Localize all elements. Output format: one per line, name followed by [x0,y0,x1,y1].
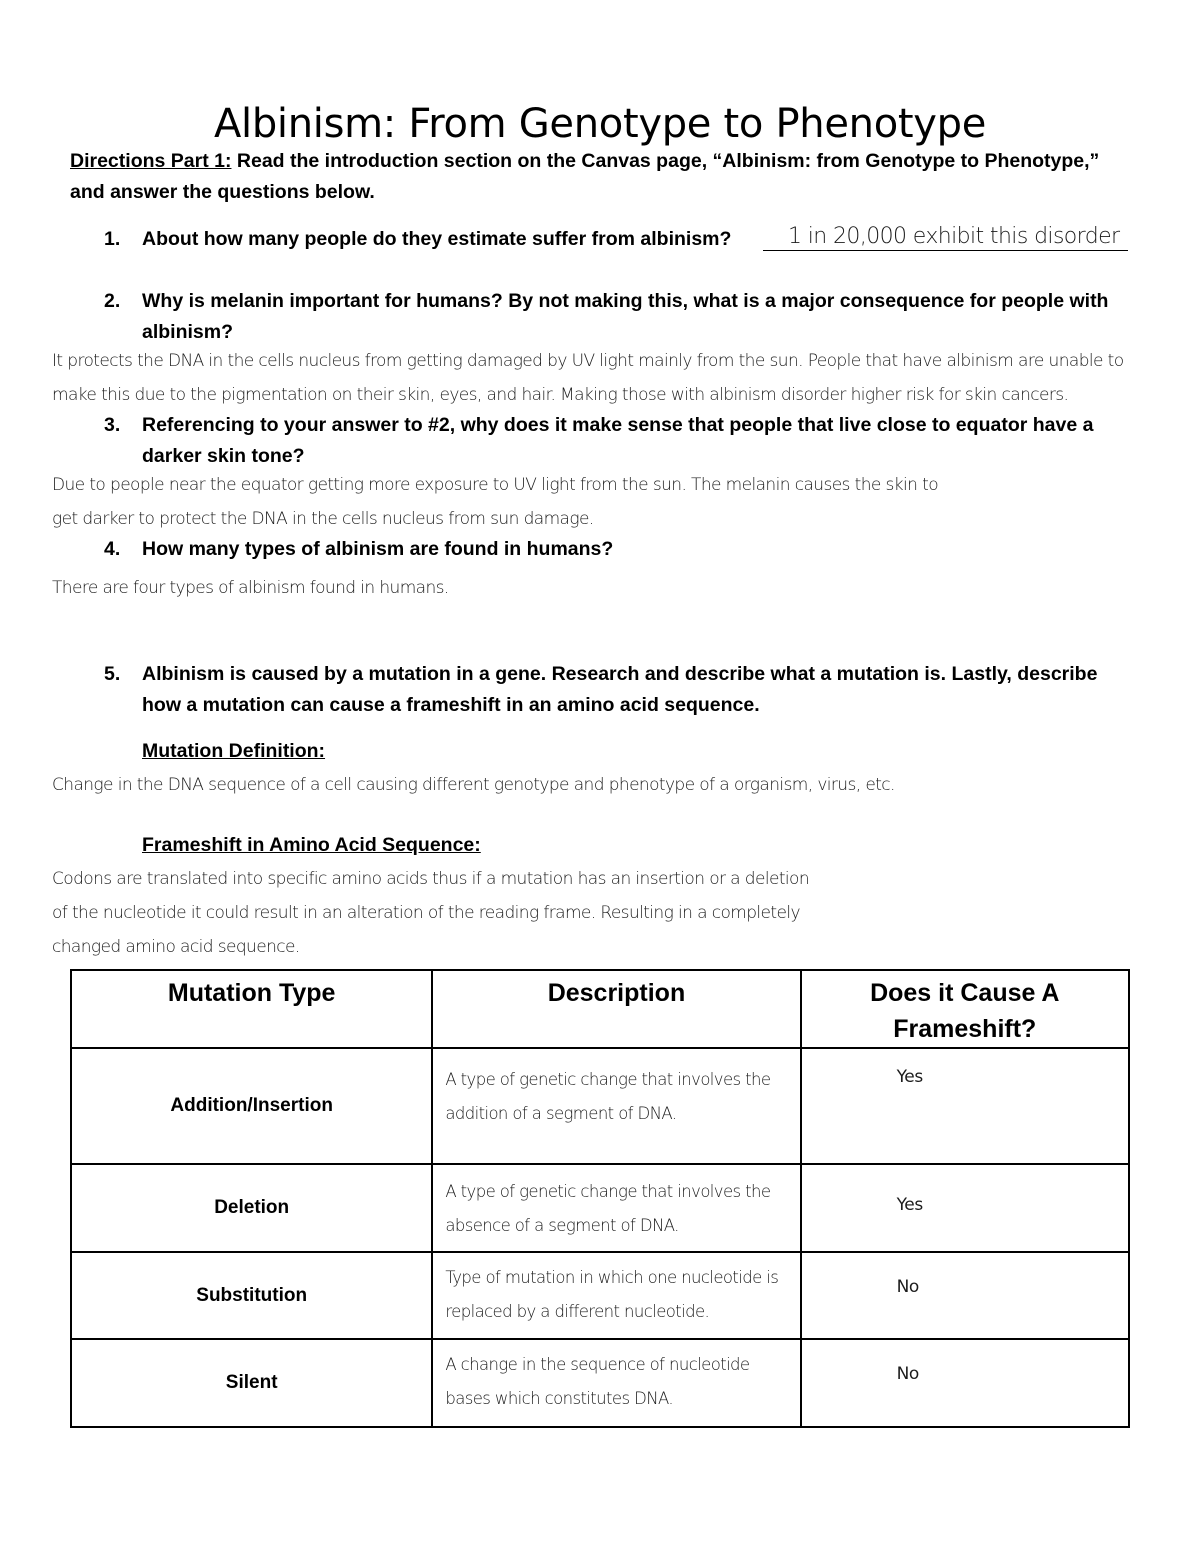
frameshift-cell: Yes [801,1048,1129,1164]
directions [70,146,1150,208]
directions-text-line1: Read the introduction section on the Canvas page, “Albinism: from Genotype to Phenotype,” [231,150,1100,172]
frameshift-answer [52,862,809,964]
table-row [71,1048,1129,1164]
answer-2 [52,344,1124,412]
question-text-line2: albinism? [142,321,234,343]
description-line2: bases which constitutes DNA. [445,1389,673,1408]
header-frameshift [801,970,1129,1048]
question-3 [104,410,1164,472]
question-text-line2: how a mutation can cause a frameshift in an amino acid sequence. [142,694,760,716]
frameshift-cell: No [801,1252,1129,1339]
question-text-line2: darker skin tone? [142,445,305,467]
question-number: 3. [104,414,121,436]
answer-2-line2: make this due to the pigmentation on their skin, eyes, and hair. Making those with albinism disorder higher risk for skin cancers. [52,385,1069,405]
table-row [71,1252,1129,1339]
question-text-line1: Referencing to your answer to #2, why does it make sense that people that live close to equator have a [142,414,1094,436]
description-cell [432,1252,800,1339]
frameshift-answer-line2: of the nucleotide it could result in an alteration of the reading frame. Resulting in a completely [52,903,800,923]
mutation-table [70,969,1130,1428]
description-line1: Type of mutation in which one nucleotide is [445,1268,779,1287]
frameshift-answer-line3: changed amino acid sequence. [52,937,300,957]
table-header-row [71,970,1129,1048]
description-line2: replaced by a different nucleotide. [445,1302,710,1321]
question-number: 1. [104,228,121,250]
question-4 [104,534,1164,565]
description-line1: A type of genetic change that involves the [445,1182,771,1201]
description-line1: A change in the sequence of nucleotide [445,1355,750,1374]
header-description: Description [432,970,800,1048]
directions-text-line2: and answer the questions below. [70,181,375,203]
question-text: About how many people do they estimate suffer from albinism? [142,228,732,250]
answer-2-line1: It protects the DNA in the cells nucleus from getting damaged by UV light mainly from the sun. People that have albinism are unable to [52,351,1124,371]
question-number: 5. [104,663,121,685]
header-mutation-type: Mutation Type [71,970,432,1048]
directions-label: Directions Part 1: [70,150,232,172]
answer-3-line2: get darker to protect the DNA in the cells nucleus from sun damage. [52,509,594,529]
question-text-line1: Why is melanin important for humans? By not making this, what is a major consequence for people with [142,290,1109,312]
frameshift-heading: Frameshift in Amino Acid Sequence: [142,834,481,856]
mutation-definition-answer: Change in the DNA sequence of a cell causing different genotype and phenotype of a organism, virus, etc. [52,775,895,795]
frameshift-cell: Yes [801,1164,1129,1252]
answer-1: 1 in 20,000 exhibit this disorder [788,224,1120,249]
question-number: 2. [104,290,121,312]
question-2 [104,286,1164,348]
question-text: How many types of albinism are found in humans? [142,538,614,560]
description-cell [432,1339,800,1427]
frameshift-answer-line1: Codons are translated into specific amino acids thus if a mutation has an insertion or a deletion [52,869,810,889]
frameshift-cell: No [801,1339,1129,1427]
description-cell [432,1164,800,1252]
question-text-line1: Albinism is caused by a mutation in a gene. Research and describe what a mutation is. Lastly, describe [142,663,1098,685]
header-frameshift-line1: Does it Cause A [870,979,1060,1007]
mutation-type-cell: Addition/Insertion [71,1048,432,1164]
answer-3-line1: Due to people near the equator getting more exposure to UV light from the sun. The melanin causes the skin to [52,475,938,495]
table-row [71,1164,1129,1252]
mutation-definition-heading: Mutation Definition: [142,740,326,762]
mutation-type-cell: Deletion [71,1164,432,1252]
description-line2: addition of a segment of DNA. [445,1104,677,1123]
question-5 [104,659,1164,721]
description-line1: A type of genetic change that involves the [445,1070,771,1089]
header-frameshift-line2: Frameshift? [893,1015,1037,1043]
question-number: 4. [104,538,121,560]
mutation-type-cell: Substitution [71,1252,432,1339]
description-line2: absence of a segment of DNA. [445,1216,679,1235]
answer-3 [52,468,938,536]
answer-4: There are four types of albinism found in humans. [52,578,449,598]
description-cell [432,1048,800,1164]
table-row [71,1339,1129,1427]
mutation-type-cell: Silent [71,1339,432,1427]
page-title: Albinism: From Genotype to Phenotype [213,100,987,147]
